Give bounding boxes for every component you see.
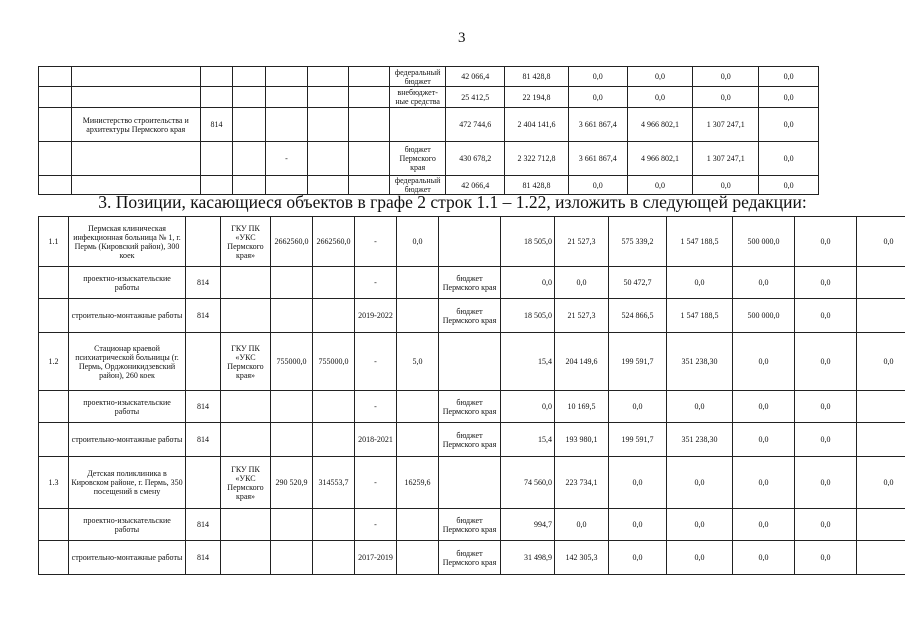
- table-row: [39, 541, 905, 575]
- table-cell: 0,0: [795, 391, 857, 423]
- table-cell: [186, 457, 221, 509]
- objects-table: [38, 216, 905, 575]
- table-cell: 5,0: [397, 333, 439, 391]
- table-cell: [221, 541, 271, 575]
- table-cell: 50 472,7: [609, 267, 667, 299]
- table-cell: -: [355, 457, 397, 509]
- table-cell: 204 149,6: [555, 333, 609, 391]
- table-cell: 2017-2019: [355, 541, 397, 575]
- table-cell: [271, 391, 313, 423]
- table-cell: 351 238,30: [667, 333, 733, 391]
- table-cell: 0,0: [795, 423, 857, 457]
- table-cell: 0,0: [759, 108, 819, 142]
- table-cell: федеральный бюджет: [389, 67, 446, 87]
- table-row: [39, 87, 819, 108]
- table-row: [39, 108, 819, 142]
- table-cell: строительно-монтажные работы: [69, 299, 186, 333]
- table-cell: -: [355, 333, 397, 391]
- table-cell: [389, 108, 446, 142]
- table-cell: 22 194,8: [505, 87, 569, 108]
- table-cell: -: [355, 509, 397, 541]
- table-cell: 0,0: [733, 541, 795, 575]
- table-cell: [307, 142, 348, 176]
- table-cell: 0,0: [795, 541, 857, 575]
- table-cell: [71, 142, 200, 176]
- table-cell: 0,0: [568, 67, 627, 87]
- table-cell: [348, 67, 389, 87]
- table-cell: 524 866,5: [609, 299, 667, 333]
- table-cell: [233, 142, 266, 176]
- table-cell: [307, 108, 348, 142]
- table-cell: 2 404 141,6: [505, 108, 569, 142]
- table-cell: 0,0: [857, 333, 905, 391]
- table-cell: [39, 87, 72, 108]
- table-cell: [221, 509, 271, 541]
- table-cell: Министерство строительства и архитектуры Пермского края: [71, 108, 200, 142]
- table-cell: [857, 509, 905, 541]
- table-row: [39, 457, 905, 509]
- table-cell: [233, 108, 266, 142]
- table-cell: [71, 67, 200, 87]
- table-cell: 0,0: [795, 217, 857, 267]
- table-cell: [313, 391, 355, 423]
- table-cell: федеральный бюджет: [389, 176, 446, 195]
- table-cell: 1 547 188,5: [667, 299, 733, 333]
- table-cell: [397, 267, 439, 299]
- table-cell: 1 547 188,5: [667, 217, 733, 267]
- table-cell: [397, 391, 439, 423]
- table-cell: 18 505,0: [501, 299, 555, 333]
- table-cell: 0,0: [568, 176, 627, 195]
- table-cell: [439, 457, 501, 509]
- table-cell: 2018-2021: [355, 423, 397, 457]
- table-row: [39, 333, 905, 391]
- table-cell: 10 169,5: [555, 391, 609, 423]
- table-cell: 0,0: [501, 391, 555, 423]
- table-cell: 0,0: [733, 423, 795, 457]
- table-row: [39, 391, 905, 423]
- table-cell: 0,0: [667, 391, 733, 423]
- table-cell: Детская поликлиника в Кировском районе, г. Пермь, 350 посещений в смену: [69, 457, 186, 509]
- table-cell: [439, 333, 501, 391]
- table-cell: [271, 509, 313, 541]
- table-cell: 1.3: [39, 457, 69, 509]
- table-cell: проектно-изыскательские работы: [69, 391, 186, 423]
- table-cell: 755000,0: [271, 333, 313, 391]
- table-cell: 814: [186, 509, 221, 541]
- table-cell: [857, 423, 905, 457]
- table-cell: [313, 299, 355, 333]
- table-cell: 0,0: [733, 391, 795, 423]
- table-cell: 81 428,8: [505, 176, 569, 195]
- table-cell: 4 966 802,1: [627, 108, 693, 142]
- table-cell: 0,0: [795, 333, 857, 391]
- table-cell: 3 661 867,4: [568, 142, 627, 176]
- table-cell: 500 000,0: [733, 217, 795, 267]
- table-cell: бюджет Пермского края: [439, 541, 501, 575]
- table-cell: 4 966 802,1: [627, 142, 693, 176]
- table-cell: [313, 509, 355, 541]
- table-cell: [307, 87, 348, 108]
- table-cell: проектно-изыскательские работы: [69, 267, 186, 299]
- table-cell: Пермская клиническая инфекционная больница № 1, г. Пермь (Кировский район), 300 коек: [69, 217, 186, 267]
- table-cell: 290 520,9: [271, 457, 313, 509]
- table-cell: [266, 67, 307, 87]
- table-cell: [397, 509, 439, 541]
- table-cell: [271, 299, 313, 333]
- table-cell: 31 498,9: [501, 541, 555, 575]
- table-cell: [200, 87, 233, 108]
- table-cell: 814: [186, 541, 221, 575]
- table-cell: бюджет Пермского края: [439, 267, 501, 299]
- table-cell: 0,0: [397, 217, 439, 267]
- table-cell: -: [266, 142, 307, 176]
- table-cell: 18 505,0: [501, 217, 555, 267]
- table-cell: [857, 391, 905, 423]
- table-cell: [857, 267, 905, 299]
- table-cell: проектно-изыскательские работы: [69, 509, 186, 541]
- table-cell: 0,0: [795, 267, 857, 299]
- table-cell: [857, 541, 905, 575]
- table-cell: 1 307 247,1: [693, 108, 759, 142]
- table-cell: 351 238,30: [667, 423, 733, 457]
- table-cell: 0,0: [759, 142, 819, 176]
- table-cell: 814: [186, 299, 221, 333]
- table-cell: 0,0: [759, 87, 819, 108]
- table-cell: 42 066,4: [446, 176, 505, 195]
- table-cell: бюджет Пермского края: [439, 509, 501, 541]
- table-cell: 21 527,3: [555, 217, 609, 267]
- table-cell: 142 305,3: [555, 541, 609, 575]
- table-cell: ГКУ ПК «УКС Пермского края»: [221, 333, 271, 391]
- table-cell: [186, 333, 221, 391]
- table-cell: [313, 267, 355, 299]
- table-cell: [397, 299, 439, 333]
- table-continuation: [38, 66, 819, 195]
- table-cell: 0,0: [609, 391, 667, 423]
- table-cell: 814: [186, 267, 221, 299]
- table-cell: 0,0: [693, 87, 759, 108]
- table-cell: бюджет Пермского края: [439, 423, 501, 457]
- table-cell: 0,0: [667, 541, 733, 575]
- table-cell: [857, 299, 905, 333]
- table-cell: -: [355, 267, 397, 299]
- table-cell: 0,0: [609, 509, 667, 541]
- table-cell: 193 980,1: [555, 423, 609, 457]
- table-cell: 15,4: [501, 333, 555, 391]
- table-cell: 575 339,2: [609, 217, 667, 267]
- table-cell: 0,0: [693, 67, 759, 87]
- table-cell: 42 066,4: [446, 67, 505, 87]
- table-cell: [39, 142, 72, 176]
- table-cell: [71, 87, 200, 108]
- table-cell: внебюджет-ные средства: [389, 87, 446, 108]
- table-cell: 2 322 712,8: [505, 142, 569, 176]
- table-cell: 0,0: [555, 509, 609, 541]
- page-number: 3: [458, 30, 466, 46]
- table-cell: ГКУ ПК «УКС Пермского края»: [221, 217, 271, 267]
- table-cell: 0,0: [667, 509, 733, 541]
- table-cell: [39, 423, 69, 457]
- table-row: [39, 299, 905, 333]
- table-cell: [39, 509, 69, 541]
- table-cell: [271, 267, 313, 299]
- table-cell: 0,0: [857, 217, 905, 267]
- table-row: [39, 267, 905, 299]
- table-cell: 21 527,3: [555, 299, 609, 333]
- table-cell: -: [355, 391, 397, 423]
- table-cell: 0,0: [609, 541, 667, 575]
- table-cell: Стационар краевой психиатрической больницы (г. Пермь, Орджоникидзевский район), 260 коек: [69, 333, 186, 391]
- table-cell: 430 678,2: [446, 142, 505, 176]
- table-cell: 500 000,0: [733, 299, 795, 333]
- table-cell: 1.2: [39, 333, 69, 391]
- table-cell: 472 744,6: [446, 108, 505, 142]
- table-cell: 0,0: [555, 267, 609, 299]
- table-cell: [200, 67, 233, 87]
- table-cell: 755000,0: [313, 333, 355, 391]
- table-cell: 814: [186, 391, 221, 423]
- table-cell: [313, 423, 355, 457]
- table-cell: бюджет Пермского края: [439, 299, 501, 333]
- table-cell: [348, 108, 389, 142]
- table-row: [39, 67, 819, 87]
- table-cell: 16259,6: [397, 457, 439, 509]
- table-cell: бюджет Пермского края: [389, 142, 446, 176]
- table-cell: строительно-монтажные работы: [69, 541, 186, 575]
- table-cell: [221, 299, 271, 333]
- table-cell: 0,0: [733, 267, 795, 299]
- table-cell: бюджет Пермского края: [439, 391, 501, 423]
- table-cell: 0,0: [627, 67, 693, 87]
- table-cell: строительно-монтажные работы: [69, 423, 186, 457]
- table-cell: 0,0: [759, 176, 819, 195]
- table-cell: 0,0: [501, 267, 555, 299]
- table-cell: 3 661 867,4: [568, 108, 627, 142]
- table-cell: [39, 541, 69, 575]
- table-cell: [266, 87, 307, 108]
- table-cell: [266, 108, 307, 142]
- table-cell: 0,0: [568, 87, 627, 108]
- table-cell: [397, 541, 439, 575]
- table-cell: 25 412,5: [446, 87, 505, 108]
- table-cell: [233, 87, 266, 108]
- section-heading: 3. Позиции, касающиеся объектов в графе 2 строк 1.1 – 1.22, изложить в следующей редакции:: [98, 192, 807, 212]
- table-cell: 0,0: [857, 457, 905, 509]
- table-cell: [307, 67, 348, 87]
- table-cell: 994,7: [501, 509, 555, 541]
- table-row: [39, 509, 905, 541]
- table-cell: 1.1: [39, 217, 69, 267]
- table-cell: 2019-2022: [355, 299, 397, 333]
- table-cell: 0,0: [733, 509, 795, 541]
- table-cell: 314553,7: [313, 457, 355, 509]
- table-cell: [271, 541, 313, 575]
- table-cell: 81 428,8: [505, 67, 569, 87]
- table-row: [39, 142, 819, 176]
- table-cell: 1 307 247,1: [693, 142, 759, 176]
- table-cell: [186, 217, 221, 267]
- table-cell: 74 560,0: [501, 457, 555, 509]
- table-cell: 0,0: [667, 267, 733, 299]
- table-cell: 0,0: [609, 457, 667, 509]
- table-cell: ГКУ ПК «УКС Пермского края»: [221, 457, 271, 509]
- table-cell: 15,4: [501, 423, 555, 457]
- table-cell: 199 591,7: [609, 333, 667, 391]
- table-cell: 0,0: [693, 176, 759, 195]
- table-cell: 814: [200, 108, 233, 142]
- table-cell: [348, 87, 389, 108]
- table-cell: [39, 391, 69, 423]
- table-cell: [39, 299, 69, 333]
- table-cell: 814: [186, 423, 221, 457]
- table-cell: 199 591,7: [609, 423, 667, 457]
- table-cell: [221, 423, 271, 457]
- table-cell: [221, 391, 271, 423]
- table-cell: [39, 108, 72, 142]
- table-cell: [348, 142, 389, 176]
- table-cell: 0,0: [795, 299, 857, 333]
- table-cell: 0,0: [627, 176, 693, 195]
- table-row: [39, 423, 905, 457]
- table-cell: 0,0: [627, 87, 693, 108]
- table-cell: [233, 67, 266, 87]
- table-cell: 223 734,1: [555, 457, 609, 509]
- table-cell: 2662560,0: [271, 217, 313, 267]
- table-cell: 0,0: [733, 333, 795, 391]
- table-cell: 0,0: [795, 509, 857, 541]
- table-cell: 0,0: [733, 457, 795, 509]
- table-cell: [313, 541, 355, 575]
- table-cell: [39, 67, 72, 87]
- table-cell: [271, 423, 313, 457]
- table-cell: [221, 267, 271, 299]
- table-cell: 0,0: [667, 457, 733, 509]
- table-cell: 0,0: [759, 67, 819, 87]
- table-cell: 2662560,0: [313, 217, 355, 267]
- table-cell: [397, 423, 439, 457]
- table-cell: [39, 267, 69, 299]
- table-cell: 0,0: [795, 457, 857, 509]
- table-cell: [200, 142, 233, 176]
- table-cell: -: [355, 217, 397, 267]
- table-cell: [439, 217, 501, 267]
- table-row: [39, 217, 905, 267]
